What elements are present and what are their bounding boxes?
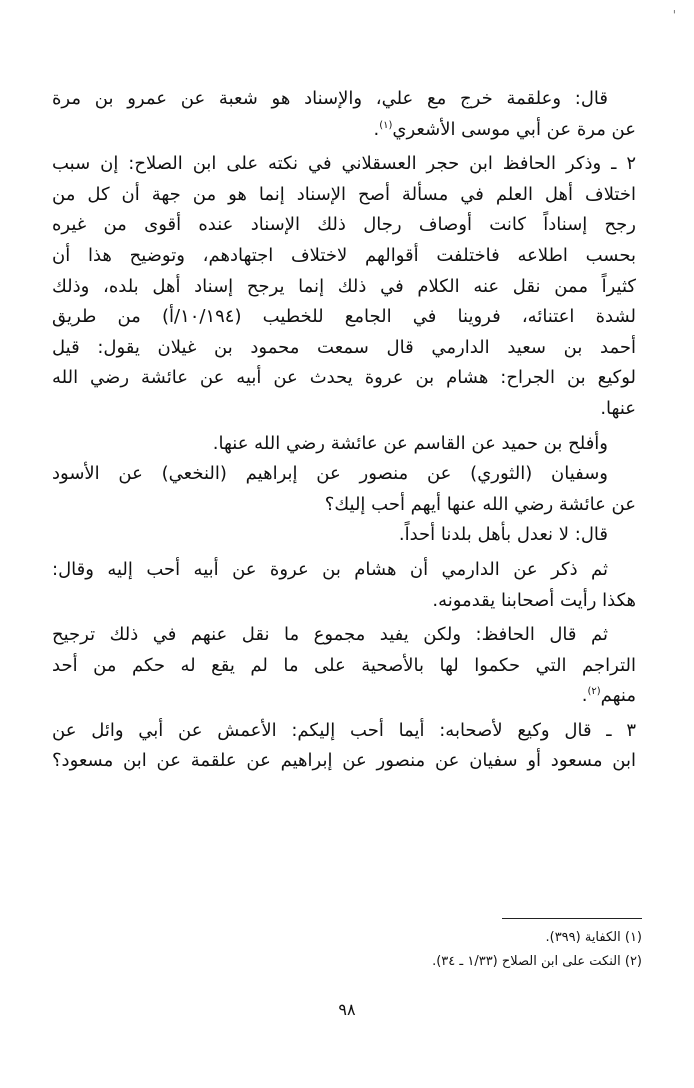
main-text: [52, 84, 636, 777]
page-number: ٩٨: [338, 1000, 356, 1019]
text-line: بحسب اطلاعه فاختلفت أقوالهم لاختلاف اجتهادهم، وتوضيح هذا أن: [52, 244, 636, 266]
text-line: عن عائشة رضي الله عنها أيهم أحب إليك؟: [324, 493, 636, 515]
line-end: .: [581, 685, 588, 707]
text-line: [52, 681, 636, 712]
footnotes: [58, 926, 642, 974]
text-line: لوكيع بن الجراح: هشام بن عروة يحدث عن أبيه عن عائشة رضي الله: [52, 367, 636, 389]
text-line-content: عن مرة عن أبي موسى الأشعري: [392, 118, 636, 140]
text-line: عنها.: [600, 397, 636, 419]
text-line-content: منهم: [600, 685, 636, 707]
text-line: ٢ ـ وذكر الحافظ ابن حجر العسقلاني في نكته على ابن الصلاح: إن سبب: [52, 153, 636, 175]
text-line: لشدة اعتنائه، فروينا في الجامع للخطيب (١٠/١٩٤/أ) من طريق: [52, 306, 637, 328]
footnote-2: (٢) النكت على ابن الصلاح (١/٣٣ ـ ٣٤).: [432, 954, 642, 969]
footnote-divider: [502, 918, 642, 919]
text-line: رجح إسناداً كانت أوصاف رجال ذلك الإسناد عنده أقوى من غيره: [52, 214, 636, 236]
text-line: ابن مسعود أو سفيان عن منصور عن إبراهيم عن علقمة عن ابن مسعود؟: [52, 750, 636, 772]
footnote-1: (١) الكفاية (٣٩٩).: [545, 930, 642, 945]
text-line: وأفلح بن حميد عن القاسم عن عائشة رضي الله عنها.: [212, 432, 608, 454]
text-line: وسفيان (الثوري) عن منصور عن إبراهيم (النخعي) عن الأسود: [52, 463, 608, 485]
text-line: [52, 115, 636, 146]
line-end: .: [373, 118, 380, 140]
text-line: قال: لا نعدل بأهل بلدنا أحداً.: [398, 524, 608, 546]
corner-mark: ': [672, 8, 676, 22]
footnote-ref-1: (١): [379, 119, 393, 131]
footnote-ref-2: (٢): [587, 686, 601, 698]
text-line: ثم ذكر عن الدارمي أن هشام بن عروة عن أبيه أحب إليه وقال:: [52, 558, 608, 580]
text-line: أحمد بن سعيد الدارمي قال سمعت محمود بن غيلان يقول: قيل: [52, 336, 636, 358]
text-line: ثم قال الحافظ: ولكن يفيد مجموع ما نقل عنهم في ذلك ترجيح: [52, 624, 608, 646]
text-line: التراجم التي حكموا لها بالأصحية على ما لم يقع له حكم من أحد: [52, 654, 636, 676]
text-line: كثيراً ممن نقل عنه الكلام في ذلك إنما يرجح إسناد أهل بلده، وذلك: [52, 275, 636, 297]
text-line: اختلاف أهل العلم في مسألة أصح الإسناد إنما هو من جهة أن كل من: [52, 183, 636, 205]
text-line: ٣ ـ قال وكيع لأصحابه: أيما أحب إليكم: الأعمش عن أبي وائل عن: [52, 719, 636, 741]
text-line: هكذا رأيت أصحابنا يقدمونه.: [432, 589, 636, 611]
text-line: قال: وعلقمة خرج مع علي، والإسناد هو شعبة عن عمرو بن مرة: [52, 88, 608, 109]
